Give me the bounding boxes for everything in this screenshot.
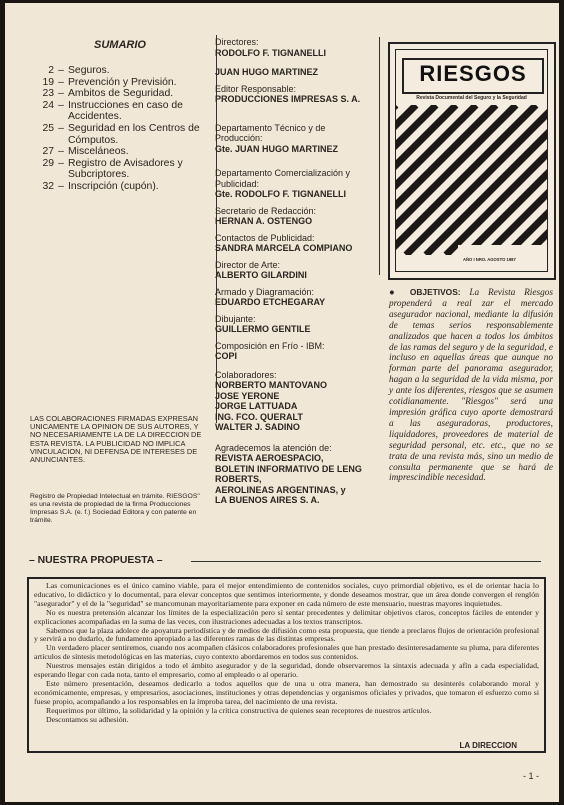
- staff-names: RODOLFO F. TIGNANELLI: [215, 47, 326, 58]
- propuesta-box: [27, 577, 546, 753]
- toc-page-number: 32: [42, 180, 54, 192]
- propuesta-paragraph: Descontamos su adhesión.: [46, 714, 129, 724]
- cover-subtitle: Revista Documental del Seguro y la Seguridad: [416, 95, 527, 101]
- staff-role: Colaboradores:: [215, 369, 277, 380]
- toc-title: Prevención y Previsión.: [68, 76, 177, 88]
- toc-dash: –: [58, 180, 64, 192]
- toc-entry: [30, 65, 210, 77]
- staff-names-extra: JUAN HUGO MARTINEZ: [215, 67, 318, 77]
- staff-names: PRODUCCIONES IMPRESAS S. A.: [215, 94, 361, 104]
- toc-entry: [30, 77, 210, 89]
- propuesta-paragraph: Requerimos por último, la solidaridad y la opinión y la crítica constructiva de quienes sean receptores de nuestros artículos.: [46, 705, 432, 715]
- staff-names: COPI: [215, 351, 238, 361]
- staff-block: [215, 443, 375, 506]
- toc-page-number: 2: [48, 65, 54, 76]
- staff-names: ALBERTO GILARDINI: [215, 270, 307, 280]
- staff-block: [215, 341, 375, 362]
- staff-role: Dibujante:: [215, 313, 256, 324]
- propuesta-paragraph: Un verdadero placer sentiremos, cuando nos acompañen clásicos colaboradores profesionales que han prestado desinteresadamente su pluma, para diferentes artículos de síntesis metodológicas en las materias, cuyo contexto abordaremos en todos sus contenidos.: [34, 643, 539, 662]
- staff-block: [215, 260, 375, 281]
- toc-dash: –: [58, 122, 64, 134]
- staff-credits: [215, 37, 375, 506]
- toc-page-number: 23: [42, 88, 54, 100]
- toc-dash: –: [58, 65, 64, 76]
- staff-names: Gte. JUAN HUGO MARTINEZ: [215, 143, 339, 154]
- toc-entry: [30, 181, 210, 193]
- staff-role: Armado y Diagramación:: [215, 286, 315, 297]
- toc-entry: [30, 123, 210, 146]
- staff-role: Editor Responsable:: [215, 83, 297, 94]
- staff-names: Gte. RODOLFO F. TIGNANELLI: [215, 189, 346, 199]
- toc-entry: [30, 100, 210, 123]
- staff-names: GUILLERMO GENTILE: [215, 324, 311, 334]
- propuesta-paragraph: No es nuestra pretensión alcanzar los límites de la especialización pero sí sentar precedentes y delimitar objetivos claros, conceptos fáciles de entender y explicaciones acompañadas en la suma de las veces, con ilustraciones adecuadas a los textos transcriptos.: [34, 607, 539, 626]
- toc-page-number: 19: [42, 76, 54, 88]
- staff-role: Composición en Frío - IBM:: [215, 340, 325, 351]
- staff-block: [215, 37, 375, 78]
- staff-block: [215, 84, 375, 105]
- staff-role: Departamento Técnico y de Producción:: [215, 122, 326, 143]
- page-number: - 1 -: [523, 771, 540, 781]
- toc-page-number: 24: [42, 99, 54, 111]
- table-of-contents: [30, 35, 217, 423]
- toc-dash: –: [58, 157, 64, 169]
- toc-title: Seguros.: [68, 65, 110, 76]
- toc-entry: [30, 158, 210, 181]
- toc-dash: –: [58, 88, 64, 100]
- staff-names: HERNAN A. OSTENGO: [215, 216, 313, 226]
- column-divider: [379, 37, 380, 275]
- toc-title: Seguridad en los Centros de Cómputos.: [68, 122, 200, 146]
- staff-block: [215, 206, 375, 227]
- staff-role: Secretario de Redacción:: [215, 205, 317, 216]
- signature-text: LA DIRECCION: [457, 741, 520, 750]
- cover-stripes-graphic: [396, 105, 547, 255]
- section-divider: [191, 561, 541, 562]
- objectives-text: La Revista Riesgos propenderá a real zar el mercado asegurador nacional, mediante la difusión de temas serios responsablemente analizados que hacen a todos los ámbitos de las ramas del seguro y de la seguridad, e incluso en aquellas áreas que aunque no forman parte del panorama asegurador, hagan a la seguridad de la vida misma, por y ante los diferentes, riesgos que se asumen cotidianamente. "Riesgos" será una impresión gráfica cuyo aporte demostrará a las aseguradoras, productores, liquidadores, proveedores de material de seguridad personal, etc. etc., que no se trata de una revista más, sino un medio de consulta permanente que se hará de imprescindible necesidad.: [389, 288, 553, 484]
- cover-thumbnail: [388, 42, 556, 280]
- bullet-icon: ●: [389, 288, 402, 298]
- registration-notice: Registro de Propiedad Intelectual en trámite. RIESGOS" es una revista de propiedad de la firma Producciones Impresas S.A. (e. f.) Sociedad Editora y con patente en trámite.: [30, 493, 200, 524]
- toc-dash: –: [58, 99, 64, 111]
- toc-title: Misceláneos.: [68, 146, 129, 158]
- toc-title: Ambitos de Seguridad.: [68, 88, 174, 100]
- staff-role: Contactos de Publicidad:: [215, 232, 315, 243]
- signature: [5, 741, 520, 750]
- objectives-section: [389, 287, 553, 484]
- toc-page-number: 25: [42, 122, 54, 134]
- cover-issue-info: AÑO I NRO. AGOSTO 1987: [463, 257, 516, 262]
- toc-dash: –: [58, 146, 64, 158]
- propuesta-paragraph: Nuestros mensajes están dirigidos a todo el ámbito asegurador y de la seguridad, donde observaremos la sintaxis adecuada y afín a cada especialidad, esperando llegar con cada nota, tanto el empresario, como al empleado o al operario.: [34, 661, 539, 680]
- toc-title: Registro de Avisadores y Subcriptores.: [68, 157, 183, 181]
- cover-title: RIESGOS: [419, 61, 527, 86]
- toc-page-number: 27: [42, 146, 54, 158]
- sumario-list: [30, 65, 210, 193]
- propuesta-paragraph: Las comunicaciones es el único camino viable, para el mejor entendimiento de contenidos sociales, cuyo primordial objetivo, es el de orientar hacia lo educativo, lo didáctico y lo documental, para elevar conceptos que sentimos interiormente, y donde deseamos mostrar, que un área donde convergen el renglón "asegurador" y el de la "seguridad" se mancomunan mayoritariamente para exponer en cada número de este mensuario, nuestras mayores inquietudes.: [34, 581, 539, 608]
- staff-block: [215, 123, 375, 155]
- disclaimer-notice: LAS COLABORACIONES FIRMADAS EXPRESAN UNICAMENTE LA OPINION DE SUS AUTORES, Y NO NECESARIAMENTE LA DE LA DIRECCION DE ESTA REVISTA. LA PUBLICIDAD NO IMPLICA VINCULACION, NI DEFENSA DE INTERESES DE ANUNCIANTES.: [30, 414, 202, 465]
- toc-title: Instrucciones en caso de Accidentes.: [68, 99, 183, 123]
- toc-page-number: 29: [42, 157, 54, 169]
- staff-names: REVISTA AEROESPACIO, BOLETIN INFORMATIVO DE LENG ROBERTS, AEROLINEAS ARGENTINAS, y LA BUENOS AIRES S. A.: [215, 453, 362, 505]
- staff-names: EDUARDO ETCHEGARAY: [215, 297, 326, 307]
- toc-entry: [30, 88, 210, 100]
- toc-dash: –: [58, 76, 64, 88]
- staff-block: [215, 233, 375, 254]
- toc-entry: [30, 146, 210, 158]
- staff-block: [215, 314, 375, 335]
- staff-role: Departamento Comercialización y Publicidad:: [215, 168, 351, 189]
- sumario-title: SUMARIO: [94, 39, 146, 51]
- staff-block: [215, 168, 375, 200]
- toc-title: Inscripción (cupón).: [68, 180, 159, 192]
- propuesta-paragraph: Este número presentación, deseamos dedicarlo a todos aquellos que de una u otra manera, han demostrado su desinterés colaborando moral y económicamente, empresas, y empresarios, asociaciones, instituciones y otras dependencias y organismos oficiales y privados, que tomaron el esfuerzo como si fuese propio, acompañando a los responsables en la ímproba tarea, del nacimiento de una revista.: [34, 678, 539, 706]
- staff-role: Directores:: [215, 37, 259, 47]
- staff-role: Director de Arte:: [215, 259, 281, 270]
- propuesta-title: – NUESTRA PROPUESTA –: [29, 555, 163, 566]
- staff-block: [215, 370, 375, 433]
- staff-role: Agradecemos la atención de:: [215, 442, 332, 453]
- staff-block: [215, 287, 375, 308]
- cover-title-box: [402, 58, 544, 94]
- magazine-page: [5, 3, 559, 802]
- objectives-title: OBJETIVOS:: [409, 287, 461, 297]
- staff-names: SANDRA MARCELA COMPIANO: [215, 243, 353, 253]
- cover-frame: [395, 49, 548, 272]
- propuesta-paragraph: Sabemos que la plaza adolece de apoyatura periodística y de medios de difusión como esta propuesta, que tiende a preclaros flujos de orientación profesional y servirá a no dudarlo, de fundamento apropiado a las diferentes ramas de las distintas empresas.: [34, 625, 539, 644]
- propuesta-text: [34, 582, 539, 725]
- staff-names: NORBERTO MANTOVANO JOSE YERONE JORGE LATTUADA ING. FCO. QUERALT WALTER J. SADINO: [215, 380, 328, 432]
